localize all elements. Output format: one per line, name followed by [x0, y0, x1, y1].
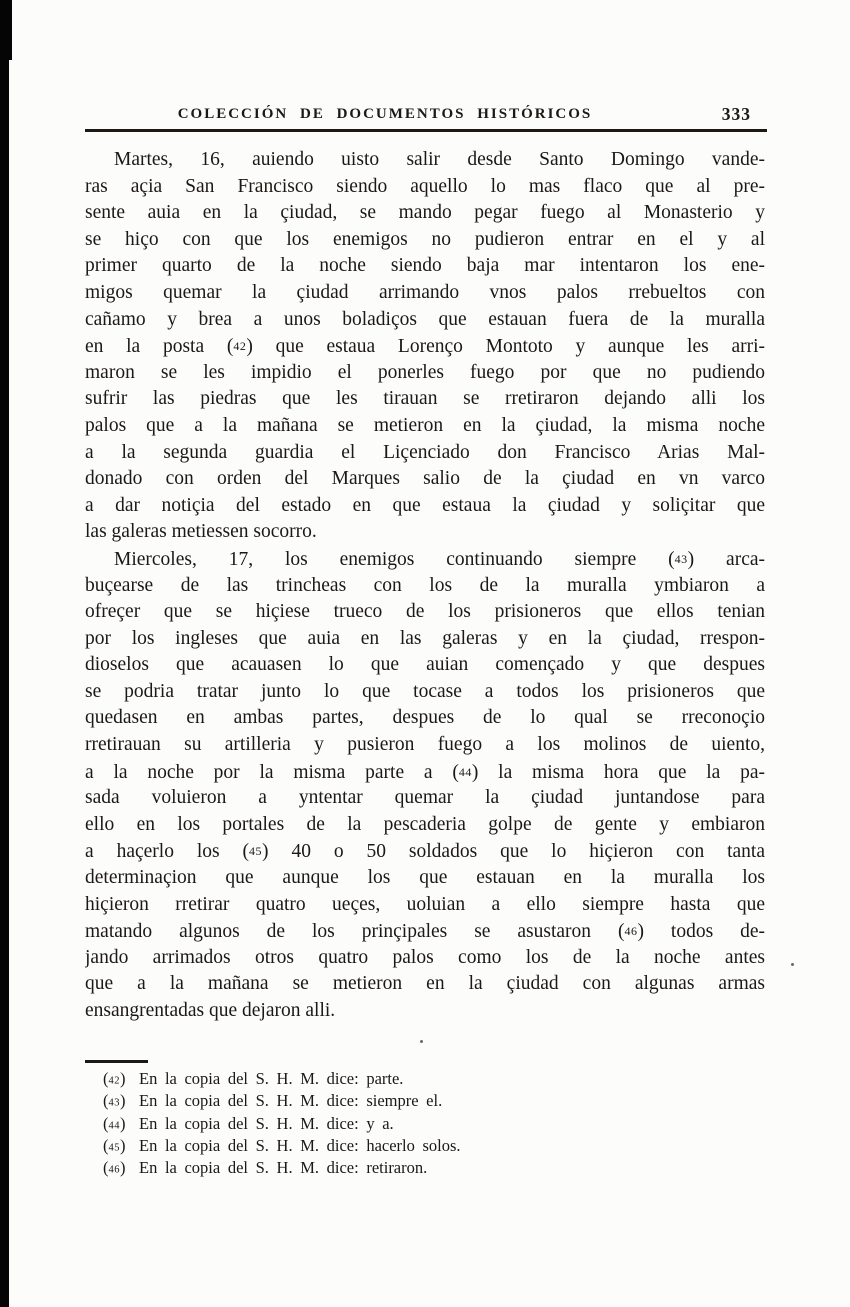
text-line: sufrir las piedras que les tirauan se rretiraron dejando alli los	[85, 388, 765, 410]
text-line: se podria tratar junto lo que tocase a todos los prisioneros que	[85, 680, 765, 702]
footnote-reference: (46)	[617, 921, 644, 943]
text-line: a la noche por la misma parte a (44) la misma hora que la pa-	[85, 761, 765, 783]
footnote-marker: (46)	[103, 1158, 126, 1178]
text-line: se hiço con que los enemigos no pudieron entrar en el y al	[85, 228, 765, 250]
footnote-reference: (43)	[668, 548, 695, 570]
scan-speck	[791, 963, 794, 966]
text-line: en la posta (42) que estaua Lorenço Montoto y aunque les arri-	[85, 336, 765, 358]
footnote-item	[85, 1090, 765, 1112]
footnote-text: En la copia del S. H. M. dice: retiraron.	[139, 1158, 428, 1178]
footnote-separator	[85, 1060, 148, 1063]
text-line: a la segunda guardia el Liçenciado don Francisco Arias Mal-	[85, 441, 765, 463]
text-line: ensangrentadas que dejaron alli.	[85, 1000, 336, 1021]
paragraph-1	[85, 147, 765, 546]
text-line: por los ingleses que auia en las galeras y en la çiudad, rrespon-	[85, 627, 765, 649]
text-line: sada voluieron a yntentar quemar la çiudad juntandose para	[85, 787, 765, 809]
text-line: migos quemar la çiudad arrimando vnos palos rrebueltos con	[85, 281, 765, 303]
text-line: a dar notiçia del estado en que estaua la çiudad y soliçitar que	[85, 494, 765, 516]
footnote-marker: (42)	[103, 1069, 126, 1088]
footnote-text: En la copia del S. H. M. dice: siempre el.	[139, 1091, 443, 1111]
scan-gutter-bar	[0, 0, 9, 1307]
footnote-reference: (44)	[452, 761, 479, 783]
text-line: Miercoles, 17, los enemigos continuando siempre (43) arca-	[114, 548, 765, 570]
footnote-text: En la copia del S. H. M. dice: parte.	[139, 1069, 404, 1088]
header-title: COLECCIÓN DE DOCUMENTOS HISTÓRICOS	[177, 106, 593, 122]
text-line: ras açia San Francisco siendo aquello lo mas flaco que al pre-	[85, 175, 765, 197]
text-line: buçearse de las trincheas con los de la muralla ymbiaron a	[85, 574, 765, 596]
text-line: jando arrimados otros quatro palos como los de la noche antes	[85, 946, 765, 968]
text-line: que a la mañana se metieron en la çiudad con algunas armas	[85, 973, 765, 995]
text-line: maron se les impidio el ponerles fuego por que no pudiendo	[85, 361, 765, 383]
text-line: matando algunos de los prinçipales se asustaron (46) todos de-	[85, 921, 765, 943]
text-line: dioselos que acauasen lo que auian començado y que despues	[85, 654, 765, 676]
text-line: Martes, 16, auiendo uisto salir desde Santo Domingo vande-	[114, 149, 765, 170]
text-line: sente auia en la çiudad, se mando pegar fuego al Monasterio y	[85, 202, 765, 224]
text-line: primer quarto de la noche siendo baja mar intentaron los ene-	[85, 255, 765, 277]
text-line: ello en los portales de la pescaderia golpe de gente y embiaron	[85, 813, 765, 835]
text-line: ofreçer que se hiçiese trueco de los prisioneros que ellos tenian	[85, 601, 765, 623]
page-number: 333	[721, 104, 751, 124]
footnote-marker: (43)	[103, 1091, 126, 1111]
text-line: las galeras metiessen socorro.	[85, 521, 317, 543]
text-line: cañamo y brea a unos boladiços que estauan fuera de la muralla	[85, 308, 765, 330]
document-body	[85, 147, 765, 1025]
footnote-reference: (42)	[226, 336, 253, 358]
footnote-reference: (45)	[242, 841, 269, 863]
footnote-marker: (45)	[103, 1135, 126, 1155]
text-line: a haçerlo los (45) 40 o 50 soldados que lo hiçieron con tanta	[85, 841, 765, 863]
footnote-item	[85, 1113, 765, 1135]
footnote-item	[85, 1157, 765, 1179]
text-line: donado con orden del Marques salio de la çiudad en vn varco	[85, 468, 765, 490]
running-header	[85, 104, 765, 128]
footnote-text: En la copia del S. H. M. dice: hacerlo solos.	[139, 1135, 461, 1155]
text-line: palos que a la mañana se metieron en la çiudad, la misma noche	[85, 414, 765, 436]
scan-speck	[420, 1040, 423, 1043]
footnotes	[85, 1068, 765, 1179]
text-line: determinaçion que aunque los que estauan en la muralla los	[85, 867, 765, 889]
footnote-item	[85, 1068, 765, 1090]
header-rule	[85, 129, 767, 132]
text-line: rretirauan su artilleria y pusieron fuego a los molinos de uiento,	[85, 734, 765, 756]
footnote-text: En la copia del S. H. M. dice: y a.	[139, 1113, 394, 1133]
paragraph-2	[85, 546, 765, 1025]
footnote-item	[85, 1135, 765, 1157]
footnote-marker: (44)	[103, 1113, 126, 1133]
text-line: hiçieron rretirar quatro ueçes, uoluian a ello siempre hasta que	[85, 893, 765, 915]
text-line: quedasen en ambas partes, despues de lo qual se rreconoçio	[85, 707, 765, 729]
